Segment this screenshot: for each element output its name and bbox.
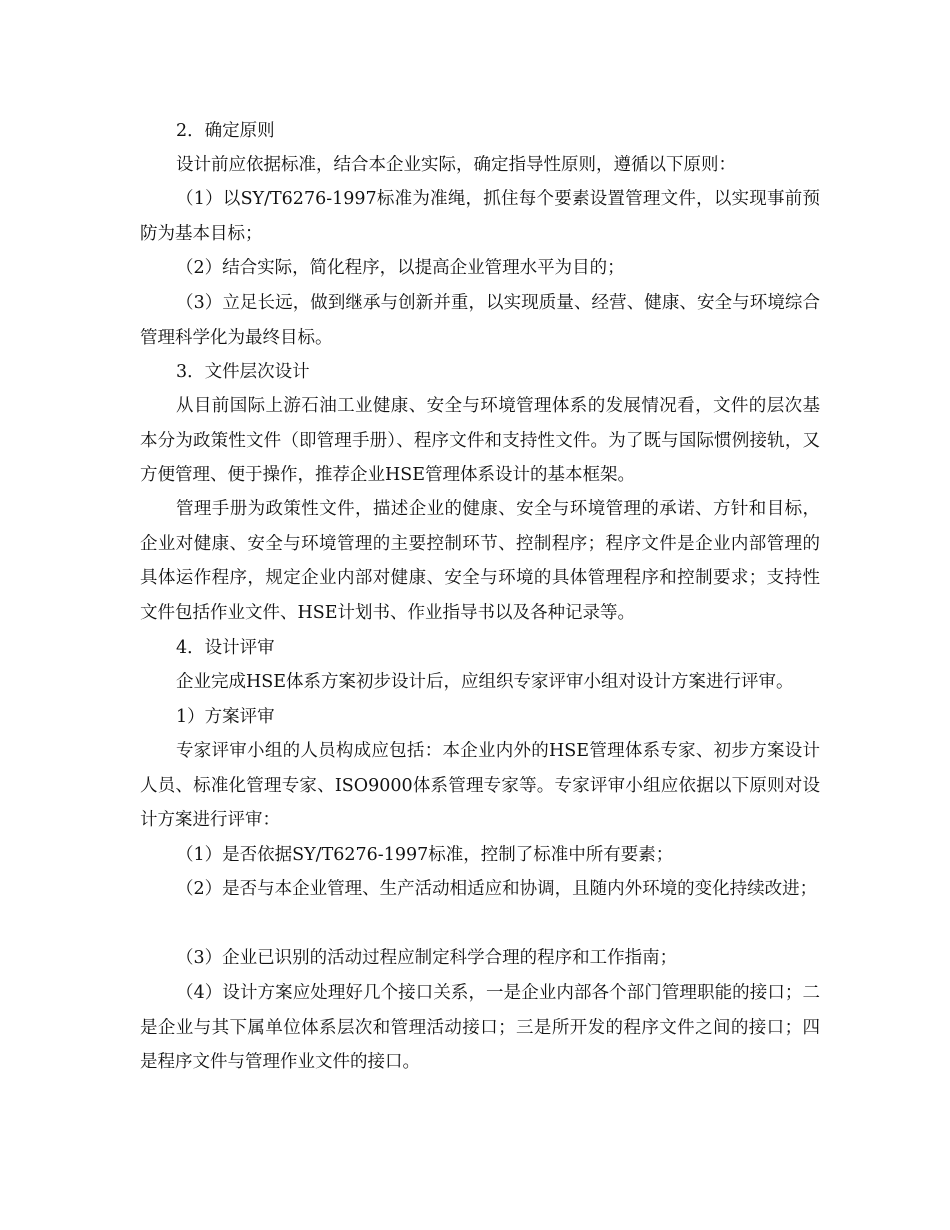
body-paragraph: 设计前应依据标准，结合本企业实际，确定指导性原则，遵循以下原则： [176,155,736,175]
subsection-heading-plan-review: 1）方案评审 [176,707,275,727]
list-item-review-2: （2）是否与本企业管理、生产活动相适应和协调，且随内外环境的变化持续改进； [176,879,818,899]
body-paragraph: 管理手册为政策性文件，描述企业的健康、安全与环境管理的承诺、方针和目标，企业对健康、安全与环境管理的主要控制环节、控制程序；程序文件是企业内部管理的具体运作程序，规定企业内部对健康、安全与环境的具体管理程序和控制要求；支持性文件包括作业文件、HSE计划书、作业指导书以及各种记录等。 [140,499,820,623]
body-paragraph: 从目前国际上游石油工业健康、安全与环境管理体系的发展情况看，文件的层次基本分为政策性文件（即管理手册）、程序文件和支持性文件。为了既与国际惯例接轨，又方便管理、便于操作，推荐企业HSE管理体系设计的基本框架。 [140,396,820,485]
section-heading-principles: 2．确定原则 [176,121,275,141]
list-item-principle-1: （1）以SY/T6276-1997标准为准绳，抓住每个要素设置管理文件，以实现事前预防为基本目标； [140,189,820,244]
list-item-principle-3: （3）立足长远，做到继承与创新并重，以实现质量、经营、健康、安全与环境综合管理科学化为最终目标。 [140,293,820,348]
section-heading-design-review: 4．设计评审 [176,638,275,658]
list-item-review-4: （4）设计方案应处理好几个接口关系，一是企业内部各个部门管理职能的接口；二是企业与其下属单位体系层次和管理活动接口；三是所开发的程序文件之间的接口；四是程序文件与管理作业文件的接口。 [140,983,820,1072]
body-paragraph: 企业完成HSE体系方案初步设计后，应组织专家评审小组对设计方案进行评审。 [176,672,794,692]
section-heading-document-levels: 3．文件层次设计 [176,362,310,382]
body-paragraph: 专家评审小组的人员构成应包括：本企业内外的HSE管理体系专家、初步方案设计人员、标准化管理专家、ISO9000体系管理专家等。专家评审小组应依据以下原则对设计方案进行评审： [140,741,820,830]
list-item-principle-2: （2）结合实际，简化程序，以提高企业管理水平为目的； [176,258,625,278]
list-item-review-3: （3）企业已识别的活动过程应制定科学合理的程序和工作指南； [176,948,678,968]
list-item-review-1: （1）是否依据SY/T6276-1997标准，控制了标准中所有要素； [176,845,674,865]
